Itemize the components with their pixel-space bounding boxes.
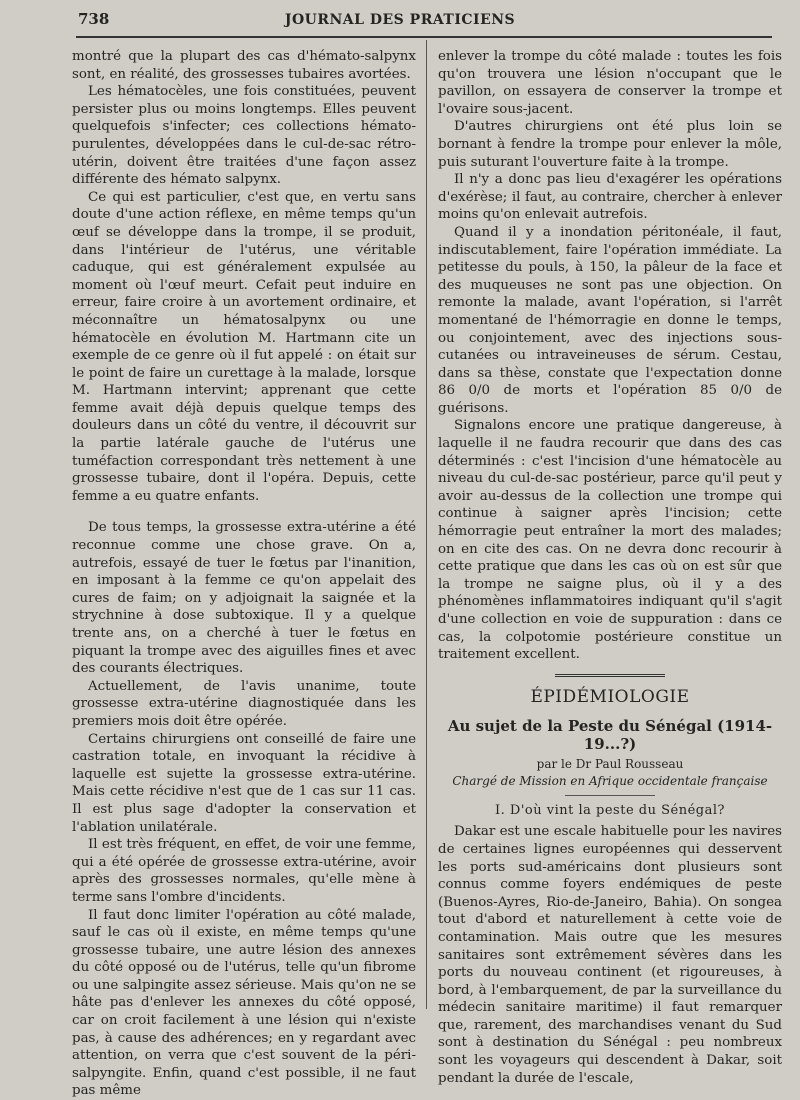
- column-divider: [426, 40, 427, 1009]
- paragraph: Dakar est une escale habituelle pour les navires de certaines lignes européennes qui desservent les ports sud-américains dont plusieurs sont connus comme foyers endémiques de peste (Buenos-Ayres, Rio-de-Janeiro, Bahia). On songea tout d'abord et naturellement à cette voie de contamination. Mais outre que les mesures sanitaires sont extrêmement sévères dans les ports du nouveau continent (et rigoureuses, à bord, à l'embarquement, de par la surveillance du médecin sanitaire maritime) il faut remarquer que, rarement, des marchandises venant du Sud sont à destination du Sénégal : peu nombreux sont les voyageurs qui descendent à Dakar, soit pendant la durée de l'escale,: [438, 823, 782, 1087]
- paragraph: Il est très fréquent, en effet, de voir une femme, qui a été opérée de grossesse extra-utérine, avoir après des grossesses normales, qu'elle mène à terme sans l'ombre d'incidents.: [72, 836, 416, 906]
- paragraph: Actuellement, de l'avis unanime, toute grossesse extra-utérine diagnostiquée dans les premiers mois doit être opérée.: [72, 678, 416, 731]
- paragraph: montré que la plupart des cas d'hémato-salpynx sont, en réalité, des grossesses tubaires avortées.: [72, 48, 416, 83]
- section-divider: [555, 674, 665, 677]
- running-title: JOURNAL DES PRATICIENS: [0, 12, 800, 28]
- header-rule: [76, 36, 772, 38]
- section-title: ÉPIDÉMIOLOGIE: [438, 689, 782, 707]
- subheading-rule: [565, 795, 655, 796]
- article-title: Au sujet de la Peste du Sénégal (1914-19...?): [438, 718, 782, 753]
- right-column: [438, 48, 782, 1087]
- subheading: I. D'où vint la peste du Sénégal?: [438, 802, 782, 820]
- article-byline: par le Dr Paul Rousseau: [438, 756, 782, 774]
- author-affiliation: Chargé de Mission en Afrique occidentale française: [438, 773, 782, 791]
- paragraph: Il n'y a donc pas lieu d'exagérer les opérations d'exérèse; il faut, au contraire, chercher à enlever moins qu'on enlevait autrefois.: [438, 171, 782, 224]
- paragraph: D'autres chirurgiens ont été plus loin se bornant à fendre la trompe pour enlever la môle, puis suturant l'ouverture faite à la trompe.: [438, 118, 782, 171]
- paragraph: De tous temps, la grossesse extra-utérine a été reconnue comme une chose grave. On a, autrefois, essayé de tuer le fœtus par l'inanition, en imposant à la femme ce qu'on appelait des cures de faim; on y adjoignait la saignée et la strychnine à dose subtoxique. Il y a quelque trente ans, on a cherché à tuer le fœtus en piquant la trompe avec des aiguilles fines et avec des courants électriques.: [72, 519, 416, 677]
- page-number: 738: [78, 10, 109, 28]
- paragraph: Signalons encore une pratique dangereuse, à laquelle il ne faudra recourir que dans des cas déterminés : c'est l'incision d'une hématocèle au niveau du cul-de-sac postérieur, parce qu'il peut y avoir au-dessus de la collection une trompe qui continue à saigner après l'incision; cette hémorragie peut entraîner la mort des malades; on en cite des cas. On ne devra donc recourir à cette pratique que dans les cas où on est sûr que la trompe ne saigne plus, où il y a des phénomènes inflammatoires indiquant qu'il s'agit d'une collection en voie de suppuration : dans ce cas, la colpotomie postérieure constitue un traitement excellent.: [438, 417, 782, 663]
- left-column: [72, 48, 416, 1100]
- paragraph: Quand il y a inondation péritonéale, il faut, indiscutablement, faire l'opération immédiate. La petitesse du pouls, à 150, la pâleur de la face et des muqueuses ne sont pas une objection. On remonte la malade, avant l'opération, si l'arrêt momentané de l'hémorragie en donne le temps, ou conjointement, avec des injections sous-cutanées ou intraveineuses de sérum. Cestau, dans sa thèse, constate que l'expectation donne 86 0/0 de morts et l'opération 85 0/0 de guérisons.: [438, 224, 782, 418]
- paragraph: Les hématocèles, une fois constituées, peuvent persister plus ou moins longtemps. Elles peuvent quelquefois s'infecter; ces collections hémato-purulentes, développées dans le cul-de-sac rétro-utérin, doivent être traitées d'une façon assez différente des hémato salpynx.: [72, 83, 416, 189]
- paragraph: Ce qui est particulier, c'est que, en vertu sans doute d'une action réflexe, en même temps qu'un œuf se développe dans la trompe, il se produit, dans l'intérieur de l'utérus, une véritable caduque, qui est généralement expulsée au moment où l'œuf meurt. Cefait peut induire en erreur, faire croire à un avortement ordinaire, et méconnaître un hématosalpynx ou une hématocèle en évolution M. Hartmann cite un exemple de ce genre où il fut appelé : on était sur le point de faire un curettage à la malade, lorsque M. Hartmann intervint; apprenant que cette femme avait déjà depuis quelque temps des douleurs dans un côté du ventre, il découvrit sur la partie latérale gauche de l'utérus une tuméfaction correspondant très nettement à une grossesse tubaire, dont il l'opéra. Depuis, cette femme a eu quatre enfants.: [72, 189, 416, 506]
- paragraph: enlever la trompe du côté malade : toutes les fois qu'on trouvera une lésion n'occupant que le pavillon, on essayera de conserver la trompe et l'ovaire sous-jacent.: [438, 48, 782, 118]
- paragraph: Certains chirurgiens ont conseillé de faire une castration totale, en invoquant la récidive à laquelle est sujette la grossesse extra-utérine. Mais cette récidive n'est que de 1 cas sur 11 cas. Il est plus sage d'adopter la conservation et l'ablation unilatérale.: [72, 731, 416, 837]
- paragraph: Il faut donc limiter l'opération au côté malade, sauf le cas où il existe, en même temps qu'une grossesse tubaire, une autre lésion des annexes du côté opposé ou de l'utérus, telle qu'un fibrome ou une salpingite assez sérieuse. Mais qu'on ne se hâte pas d'enlever les annexes du côté opposé, car on croit facilement à une lésion qui n'existe pas, à cause des adhérences; en y regardant avec attention, on verra que c'est souvent de la péri-salpyngite. Enfin, quand c'est possible, il ne faut pas même: [72, 907, 416, 1100]
